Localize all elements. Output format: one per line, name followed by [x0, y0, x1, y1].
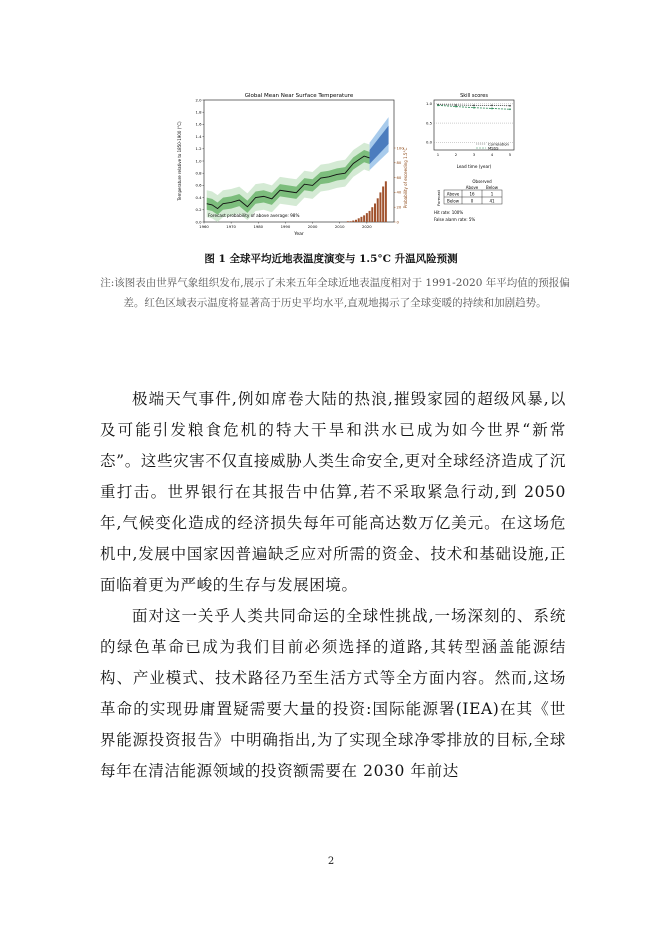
- y2-tick-label: 20: [396, 204, 402, 210]
- skill-x-ticks: [437, 152, 512, 157]
- skill-x-tick-label: 5: [508, 152, 512, 157]
- exceedance-bar: [366, 213, 368, 222]
- cell-below-below: 41: [489, 198, 495, 204]
- x-tick-label: 2010: [334, 224, 345, 229]
- figure-graphic: [176, 88, 522, 238]
- y-tick-label: 0.8: [195, 170, 202, 176]
- exceedance-bar: [377, 198, 379, 222]
- y-tick-label: 0.6: [195, 182, 202, 188]
- main-x-ticks: [199, 222, 372, 229]
- page-number: 2: [327, 856, 335, 867]
- skill-point: [455, 106, 457, 108]
- x-tick-label: 1990: [280, 224, 291, 229]
- col-label-above: Above: [465, 185, 479, 190]
- exceedance-bar: [374, 204, 376, 223]
- y2-tick-label: 100: [396, 145, 404, 151]
- skill-chart-title: Skill scores: [460, 93, 488, 99]
- legend-msss: MSSS: [488, 145, 499, 151]
- exceedance-bar: [379, 192, 381, 222]
- exceedance-bar: [360, 217, 362, 222]
- skill-x-tick-label: 3: [472, 152, 476, 157]
- col-label-below: Below: [485, 185, 499, 190]
- contingency-side-label: Forecast: [436, 189, 441, 207]
- skill-y-tick-label: 1.0: [425, 101, 432, 107]
- main-chart-title: Global Mean Near Surface Temperature: [244, 93, 354, 99]
- skill-chart-xlabel: Lead time (year): [456, 164, 492, 169]
- cell-above-below: 1: [490, 191, 494, 197]
- skill-point: [473, 107, 475, 109]
- row-label-above: Above: [446, 191, 460, 197]
- hit-rate: Hit rate: 100%: [434, 210, 464, 215]
- cell-below-above: 0: [470, 198, 474, 204]
- exceedance-bar: [355, 220, 357, 222]
- contingency-table: [434, 179, 502, 222]
- exceedance-bar: [358, 218, 360, 222]
- skill-point: [509, 105, 511, 107]
- skill-point: [509, 108, 511, 110]
- y-tick-label: 1.4: [195, 133, 202, 139]
- y2-tick-label: 0: [396, 219, 399, 225]
- y-tick-label: 1.6: [195, 121, 202, 127]
- skill-point: [437, 104, 439, 106]
- exceedance-bar: [363, 215, 365, 222]
- exceedance-bar: [347, 221, 349, 222]
- cell-above-above: 16: [469, 191, 475, 197]
- legend-correlation: Correlation: [488, 141, 509, 147]
- x-tick-label: 2020: [362, 224, 372, 229]
- skill-y-tick-label: 0.5: [425, 120, 432, 126]
- x-tick-label: 1980: [253, 224, 264, 229]
- climate-figure: [176, 88, 522, 238]
- exceedance-bar: [352, 221, 354, 222]
- paragraph: 极端天气事件,例如席卷大陆的热浪,摧毁家园的超级风暴,以及可能引发粮食危机的特大干旱和洪水已成为如今世界“新常态”。这些灾害不仅直接威胁人类生命安全,更对全球经济造成了沉重打击。世界银行在其报告中估算,若不采取紧急行动,到 2050 年,气候变化造成的经济损失每年可能高达数万亿美元。在这场危机中,发展中国家因普遍缺乏应对所需的资金、技术和基础设施,正面临着更为严峻的生存与发展困境。: [100, 390, 566, 594]
- row-label-below: Below: [446, 198, 460, 204]
- y-tick-label: 2.0: [195, 97, 202, 103]
- figure-note: 注:该图表由世界气象组织发布,展示了未来五年全球近地表温度相对于 1991-2020 年平均值的预报偏差。红色区域表示温度将显著高于历史平均水平,直观地揭示了全球变暖的持续和加剧趋势。: [100, 277, 570, 309]
- main-chart-ylabel: Temperature relative to 1850-1900 (°C): [177, 121, 182, 201]
- skill-y-tick-label: 0.0: [425, 139, 432, 145]
- y-tick-label: 0.2: [195, 207, 202, 213]
- main-chart-y2label: Probability of exceeding 1.5°C: [403, 147, 408, 209]
- paragraph: 面对这一关乎人类共同命运的全球性挑战,一场深刻的、系统的绿色革命已成为我们目前必须选择的道路,其转型涵盖能源结构、产业模式、技术路径乃至生活方式等全方面内容。然而,这场革命的实现毋庸置疑需要大量的投资:国际能源署(IEA)在其《世界能源投资报告》中明确指出,为了实现全球净零排放的目标,全球每年在清洁能源领域的投资额需要在 2030 年前达: [100, 607, 566, 780]
- exceedance-bar: [350, 221, 352, 222]
- y2-tick-label: 40: [396, 189, 402, 195]
- skill-x-tick-label: 2: [454, 152, 458, 157]
- body-text: [100, 384, 566, 787]
- skill-point: [455, 104, 457, 106]
- y-tick-label: 0.0: [195, 219, 202, 225]
- y-tick-label: 1.2: [195, 146, 202, 152]
- main-y-ticks: [195, 97, 204, 224]
- y2-tick-label: 60: [396, 174, 402, 180]
- exceedance-bar: [371, 207, 373, 222]
- exceedance-bar: [385, 181, 387, 222]
- skill-point: [491, 108, 493, 110]
- y2-tick-label: 80: [396, 160, 402, 166]
- false-alarm-rate: False alarm rate: 5%: [434, 217, 476, 222]
- x-tick-label: 1960: [199, 224, 209, 229]
- main-chart-xlabel: Year: [294, 232, 304, 237]
- x-tick-label: 2000: [307, 224, 318, 229]
- figure-caption: 图 1 全球平均近地表温度演变与 1.5°C 升温风险预测: [204, 253, 458, 265]
- exceedance-bar: [369, 211, 371, 222]
- contingency-header: Observed: [472, 179, 492, 184]
- y-tick-label: 1.0: [195, 158, 202, 164]
- x-tick-label: 1970: [226, 224, 236, 229]
- y-tick-label: 0.4: [195, 194, 202, 200]
- skill-point: [491, 104, 493, 106]
- exceedance-bar: [382, 186, 384, 222]
- forecast-probability-annotation: Forecast probability of above average: 98%: [208, 213, 300, 218]
- skill-point: [473, 104, 475, 106]
- skill-x-tick-label: 4: [490, 152, 494, 157]
- skill-x-tick-label: 1: [436, 152, 440, 157]
- y-tick-label: 1.8: [195, 109, 202, 115]
